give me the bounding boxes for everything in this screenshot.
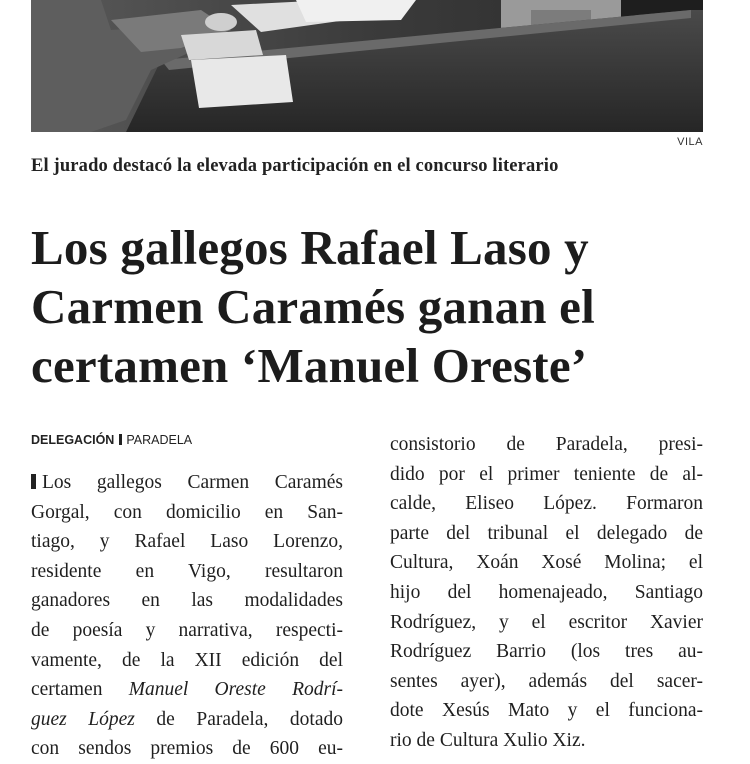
body-column-2 <box>390 430 703 756</box>
headline-line: certamen ‘Manuel Oreste’ <box>31 338 588 393</box>
body-line <box>31 675 343 705</box>
body-line <box>31 468 343 498</box>
body-line: hijo del homenajeado, Santiago <box>390 581 703 603</box>
article-headline <box>31 218 731 395</box>
body-line: rio de Cultura Xulio Xiz. <box>390 729 586 751</box>
separator-bar <box>119 434 122 445</box>
headline-line: Carmen Caramés ganan el <box>31 279 595 334</box>
body-text: certamen <box>31 679 129 701</box>
body-line: vamente, de la XII edición del <box>31 649 343 671</box>
body-line: Cultura, Xoán Xosé Molina; el <box>390 552 703 574</box>
body-line: Rodríguez Barrio (los tres au- <box>390 641 703 663</box>
body-line: calde, Eliseo López. Formaron <box>390 493 703 515</box>
byline <box>31 433 192 447</box>
body-line: dote Xesús Mato y el funciona- <box>390 700 703 722</box>
contest-name-italic: guez López <box>31 708 135 730</box>
body-line: tiago, y Rafael Laso Lorenzo, <box>31 531 343 553</box>
photo-caption: El jurado destacó la elevada participación en el concurso literario <box>31 156 559 176</box>
body-line: ganadores en las modalidades <box>31 590 343 612</box>
location-label: PARADELA <box>126 433 193 447</box>
body-line: parte del tribunal el delegado de <box>390 522 703 544</box>
section-label: DELEGACIÓN <box>31 433 115 447</box>
contest-name-italic: Manuel Oreste Rodrí- <box>128 679 343 701</box>
body-line: Rodríguez, y el escritor Xavier <box>390 611 703 633</box>
body-text: de Paradela, dotado <box>134 708 343 730</box>
body-line: dido por el primer teniente de al- <box>390 463 703 485</box>
body-line: residente en Vigo, resultaron <box>31 560 343 582</box>
body-line <box>31 705 343 735</box>
body-line: sentes ayer), además del sacer- <box>390 670 703 692</box>
body-column-1 <box>31 468 343 764</box>
body-line: Gorgal, con domicilio en San- <box>31 501 343 523</box>
lead-marker-icon <box>31 474 36 489</box>
body-line: de poesía y narrativa, respecti- <box>31 619 343 641</box>
body-line: con sendos premios de 600 eu- <box>31 738 343 760</box>
body-line: consistorio de Paradela, presi- <box>390 434 703 455</box>
headline-line: Los gallegos Rafael Laso y <box>31 220 589 275</box>
news-photo <box>31 0 703 132</box>
photo-credit: VILA <box>677 136 703 148</box>
body-text: Los gallegos Carmen Caramés <box>42 472 343 493</box>
jury-meeting-photo <box>31 0 703 132</box>
